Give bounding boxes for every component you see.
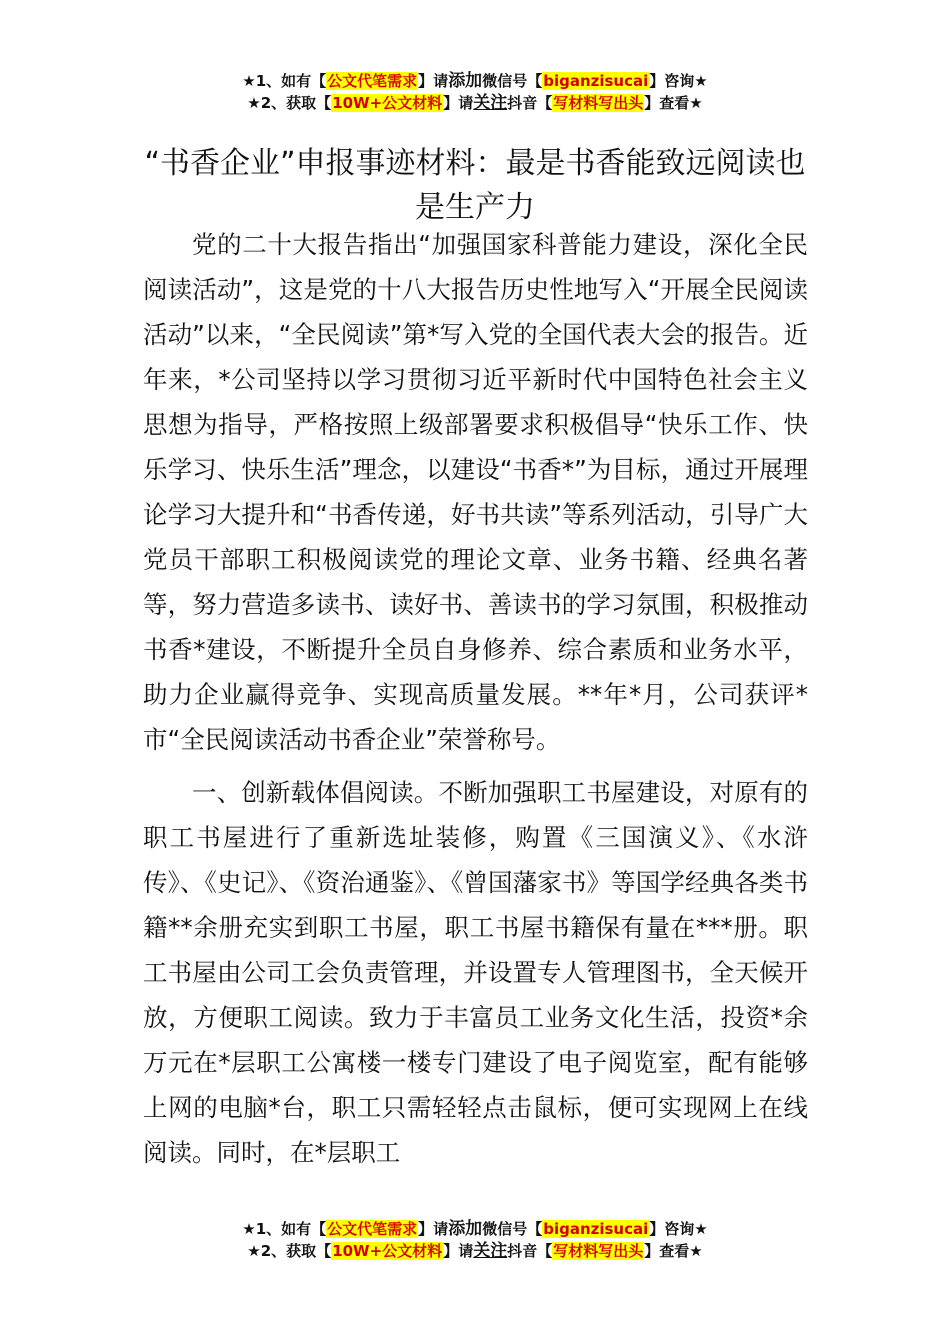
highlight-wechat-id: biganzisucai xyxy=(543,72,649,90)
banner-text: ★2、获取【 xyxy=(247,94,332,112)
banner-text: 】咨询★ xyxy=(649,1220,708,1238)
paragraph: 一、创新载体倡阅读。不断加强职工书屋建设，对原有的职工书屋进行了重新选址装修，购置《三国演义》、《水浒传》、《史记》、《资治通鉴》、《曾国藩家书》等国学经典各类书籍**余册充实到职工书屋，职工书屋书籍保有量在***册。职工书屋由公司工会负责管理，并设置专人管理图书，全天候开放，方便职工阅读。致力于丰富员工业务文化生活，投资*余万元在*层职工公寓楼一楼专门建设了电子阅览室，配有能够上网的电脑*台，职工只需轻轻点击鼠标，便可实现网上在线阅读。同时，在*层职工 xyxy=(143,778,808,1167)
banner-emphasis: 添加 xyxy=(448,71,483,91)
banner-line-2 xyxy=(0,1240,950,1262)
banner-emphasis: 关注 xyxy=(473,93,508,113)
banner-text: 】请 xyxy=(443,1242,474,1260)
banner-text: 】请 xyxy=(418,72,449,90)
banner-text: ★1、如有【 xyxy=(242,1220,327,1238)
top-banner xyxy=(0,70,950,114)
highlight-materials: 10W+公文材料 xyxy=(332,94,443,112)
highlight-service: 公文代笔需求 xyxy=(327,1220,418,1238)
banner-emphasis: 添加 xyxy=(448,1219,483,1239)
document-body xyxy=(143,222,808,1175)
banner-text: 抖音【 xyxy=(507,1242,553,1260)
banner-text: 】咨询★ xyxy=(649,72,708,90)
highlight-douyin: 写材料写出头 xyxy=(553,94,644,112)
highlight-wechat-id: biganzisucai xyxy=(543,1220,649,1238)
highlight-materials: 10W+公文材料 xyxy=(332,1242,443,1260)
banner-text: 抖音【 xyxy=(507,94,553,112)
banner-text: 】查看★ xyxy=(644,94,703,112)
bottom-banner xyxy=(0,1218,950,1262)
document-title: “书香企业”申报事迹材料：最是书香能致远阅读也是生产力 xyxy=(144,146,806,226)
highlight-service: 公文代笔需求 xyxy=(327,72,418,90)
paragraph: 党的二十大报告指出“加强国家科普能力建设，深化全民阅读活动”，这是党的十八大报告历史性地写入“开展全民阅读活动”以来，“全民阅读”第*写入党的全国代表大会的报告。近年来，*公司坚持以学习贯彻习近平新时代中国特色社会主义思想为指导，严格按照上级部署要求积极倡导“快乐工作、快乐学习、快乐生活”理念，以建设“书香*”为目标，通过开展理论学习大提升和“书香传递，好书共读”等系列活动，引导广大党员干部职工积极阅读党的理论文章、业务书籍、经典名著等，努力营造多读书、读好书、善读书的学习氛围，积极推动书香*建设，不断提升全员自身修养、综合素质和业务水平，助力企业赢得竞争、实现高质量发展。**年*月，公司获评*市“全民阅读活动书香企业”荣誉称号。 xyxy=(143,230,808,754)
banner-line-1 xyxy=(0,1218,950,1240)
banner-text: 】查看★ xyxy=(644,1242,703,1260)
banner-text: ★1、如有【 xyxy=(242,72,327,90)
banner-text: ★2、获取【 xyxy=(247,1242,332,1260)
banner-text: 】请 xyxy=(418,1220,449,1238)
highlight-douyin: 写材料写出头 xyxy=(553,1242,644,1260)
banner-text: 】请 xyxy=(443,94,474,112)
banner-emphasis: 关注 xyxy=(473,1241,508,1261)
banner-line-2 xyxy=(0,92,950,114)
banner-text: 微信号【 xyxy=(482,72,543,90)
banner-line-1 xyxy=(0,70,950,92)
banner-text: 微信号【 xyxy=(482,1220,543,1238)
